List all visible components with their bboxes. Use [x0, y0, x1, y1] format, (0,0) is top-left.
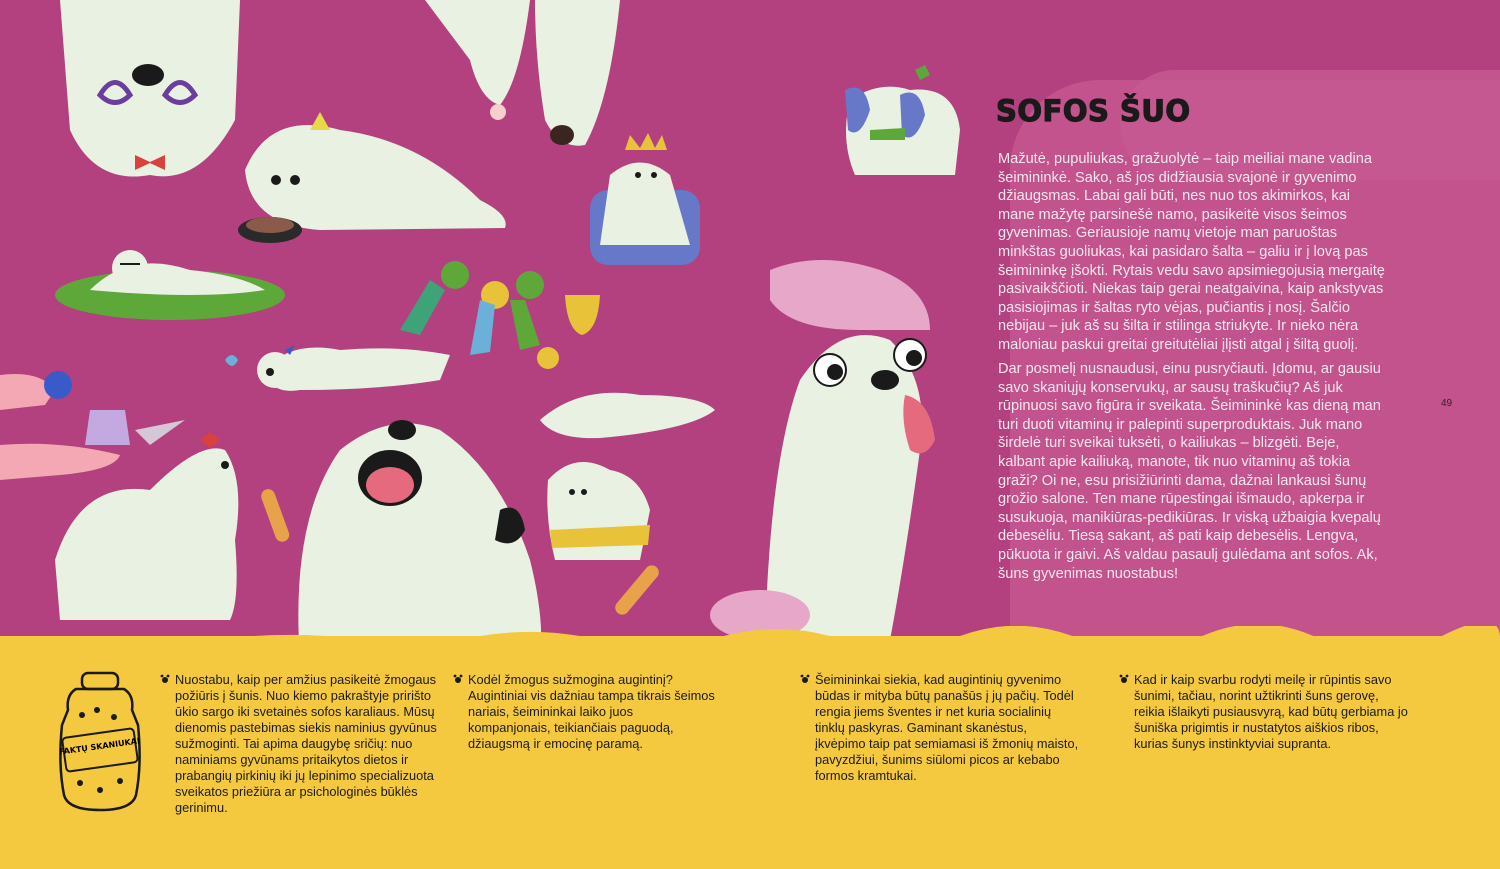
page-title: SOFOS ŠUO: [996, 94, 1191, 128]
paw-bullet-icon: [1118, 673, 1130, 685]
upside-down-dog: [60, 0, 240, 177]
fact-3: [815, 672, 1080, 784]
butterfly: [225, 355, 238, 366]
paw-bullet-icon: [452, 673, 464, 685]
fact-3-text: Šeimininkai siekia, kad augintinių gyvenimo būdas ir mityba būtų panašūs į jų pačių. Todėl rengia jiems šventes ir net kuria socialinių tinklų paskyras. Gaminant skanėstus, įkvėpimo taip pat semiamasi iš žmonių maisto, pavyzdžiui, šunims siūlomi picos ar kebabo formos kramtukai.: [815, 672, 1079, 783]
body-paragraph-1: Mažutė, pupuliukas, gražuolytė – taip meiliai mane vadina šeimininkė. Sako, aš jos didžiausia svajonė ir gyvenimo džiaugsmas. Labai gali būti, nes nuo tos akimirkos, kai mane mažytę parsinešė namo, pasikeitė visos šeimos gyvenimas. Geriausioje namų vietoje man paruoštas minkštas guoliukas, kai pasidaro šalta – galiu ir į lovą pas šeimininkę įšokti. Rytais vedu savo apsimiegojusią mergaitę pasivaikščioti. Niekas taip gerai neatgaivina, kaip ankstyvas pasisiojimas ir šaltas ryto vėjas, pučiantis į nosį. Šalčio nebijau – juk aš su šilta ir stilinga striukyte. Ir nieko nėra maloniau paskui greitai greitutėliai įlįsti atgal į šiltą guolį.: [998, 151, 1385, 353]
paw-bullet-icon: [799, 673, 811, 685]
fact-4: [1134, 672, 1409, 752]
fact-1: [175, 672, 447, 816]
dog-with-tongue: [710, 260, 935, 640]
paw-bullet-icon: [159, 673, 171, 685]
hands-with-perfume: [0, 371, 185, 480]
jar-label: FAKTŲ SKANIUKAI: [58, 736, 141, 757]
page-number: 49: [1441, 398, 1453, 409]
treat-jar-icon: [52, 665, 148, 815]
fact-1-text: Nuostabu, kaip per amžius pasikeitė žmogaus požiūris į šunis. Nuo kiemo pakraštyje pririšto ūkio sargo iki svetainės sofos karaliaus. Mūsų dienomis pastebimas siekis naminius gyvūnus sužmoginti. Tai apima daugybę sričių: nuo naminiams gyvūnams pritaikytos dietos ir prabangių pirkinių iki jų lepinimo specializuota sveikatos priežiūra ar psichologinės būklės gerinimu.: [175, 672, 437, 815]
barking-dog: [298, 420, 541, 660]
body-paragraph-2: Dar posmelį nusnaudusi, einu pusryčiauti. Įdomu, ar gausiu savo skaniųjų konservukų, ar sausų traškučių? Aš juk rūpinuosi savo figūra ir sveikata. Šeimininkė kas dieną man turi duoti vitaminų ir palepinti superproduktais. Juk mano širdelė turi sveikai tuksėti, o kailiukas – blizgėti. Beje, kalbant apie kailiuką, manote, tik nuo vitaminų aš tokia graži? Oi ne, esu prisižiūrinti dama, dažnai lankausi šunų grožio salone. Ten mane rūpestingai išmaudo, apkerpa ir susukuoja, manikiūras-pedikiūras. Ir viską užbaigia kvepalų debesėliu. Tiesą sakant, aš pati kaip debesėlis. Lengva, pūkuota ir gaivi. Aš valdau pasaulį gulėdama ant sofos. Ak, šuns gyvenimas nuostabus!: [998, 361, 1381, 582]
sleeping-dog: [540, 393, 715, 438]
dog-on-cushion: [55, 250, 285, 320]
running-dog: [257, 345, 450, 391]
fact-2: [468, 672, 718, 752]
fact-4-text: Kad ir kaip svarbu rodyti meilę ir rūpintis savo šunimi, tačiau, norint užtikrinti šuns gerovę, reikia išlaikyti pusiausvyrą, kad būtų gerbiama jo šuniška prigimtis ir nustatytos aiškios ribos, kurias šunys instinktyviai supranta.: [1134, 672, 1408, 751]
dog-with-bowl: [238, 112, 506, 243]
small-dog-near-title: [845, 65, 960, 175]
dog-leopard-collar: [547, 462, 650, 560]
crowned-dog-on-armchair: [590, 133, 700, 265]
dog-legs: [425, 0, 620, 146]
fact-2-text: Kodėl žmogus sužmogina augintinį? Augintiniai vis dažniau tampa tikrais šeimos nariais, šeimininkai laiko juos kompanjonais, teikiančiais paguodą, džiaugsmą ir emocinę paramą.: [468, 672, 715, 751]
